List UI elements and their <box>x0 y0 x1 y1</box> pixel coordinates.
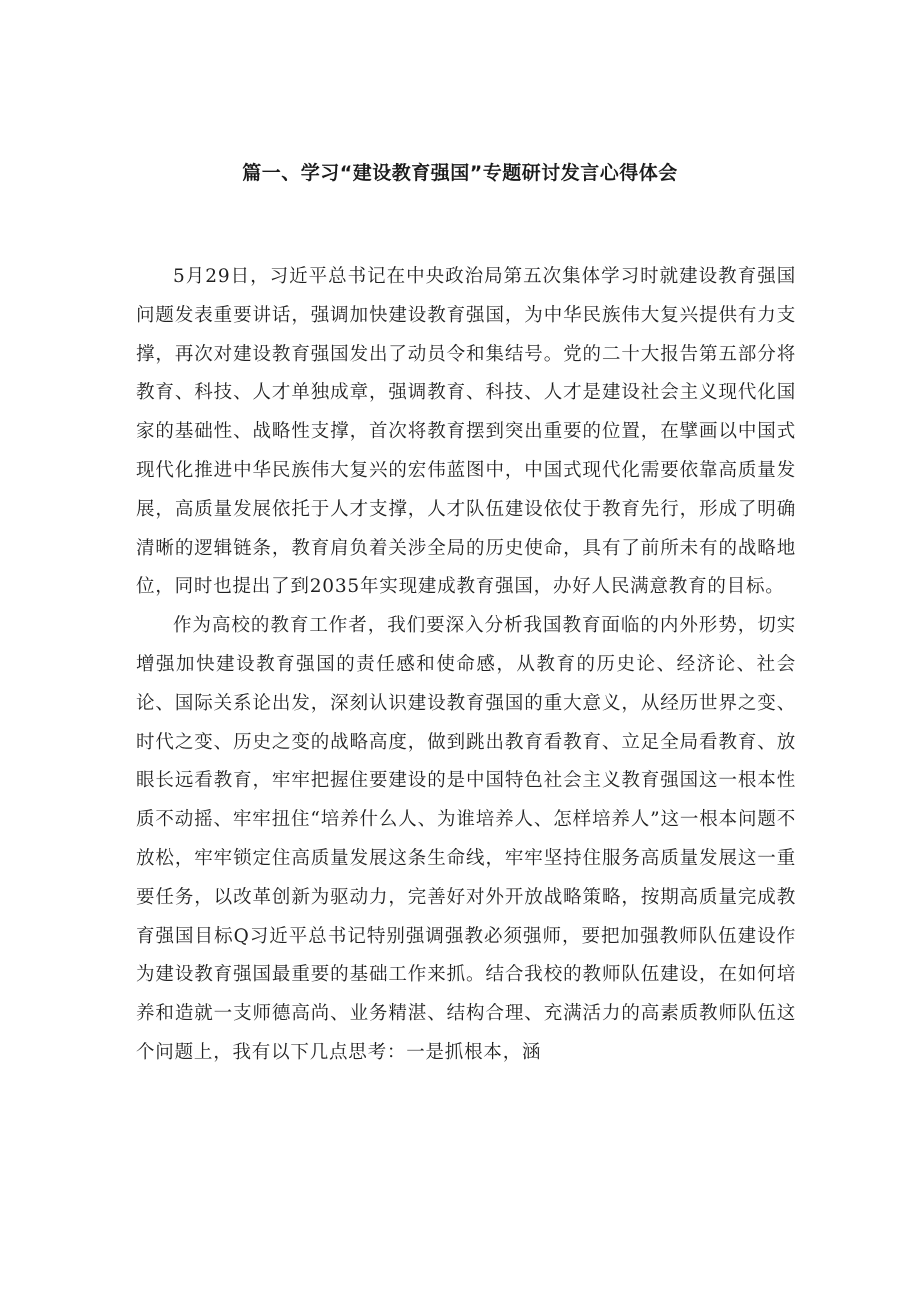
document-title: 篇一、学习“建设教育强国”专题研讨发言心得体会 <box>242 162 678 184</box>
document-body <box>136 258 796 1073</box>
paragraph: 作为高校的教育工作者，我们要深入分析我国教育面临的内外形势，切实增强加快建设教育强国的责任感和使命感，从教育的历史论、经济论、社会论、国际关系论出发，深刻认识建设教育强国的重大意义，从经历世界之变、时代之变、历史之变的战略高度，做到跳出教育看教育、立足全局看教育、放眼长远看教育，牢牢把握住要建设的是中国特色社会主义教育强国这一根本性质不动摇、牢牢扭住“培养什么人、为谁培养人、怎样培养人”这一根本问题不放松，牢牢锁定住高质量发展这条生命线，牢牢坚持住服务高质量发展这一重要任务，以改革创新为驱动力，完善好对外开放战略策略，按期高质量完成教育强国目标Q习近平总书记特别强调强教必须强师，要把加强教师队伍建设作为建设教育强国最重要的基础工作来抓。结合我校的教师队伍建设，在如何培养和造就一支师德高尚、业务精湛、结构合理、充满活力的高素质教师队伍这个问题上，我有以下几点思考：一是抓根本，涵 <box>136 615 796 1063</box>
paragraph: 5月29日，习近平总书记在中央政治局第五次集体学习时就建设教育强国问题发表重要讲话，强调加快建设教育强国，为中华民族伟大复兴提供有力支撑，再次对建设教育强国发出了动员令和集结号。党的二十大报告第五部分将教育、科技、人才单独成章，强调教育、科技、人才是建设社会主义现代化国家的基础性、战略性支撑，首次将教育摆到突出重要的位置，在擘画以中国式现代化推进中华民族伟大复兴的宏伟蓝图中，中国式现代化需要依靠高质量发展，高质量发展依托于人才支撑，人才队伍建设依仗于教育先行，形成了明确清晰的逻辑链条，教育肩负着关涉全局的历史使命，具有了前所未有的战略地位，同时也提出了到2035年实现建成教育强国，办好人民满意教育的目标。 <box>136 266 796 598</box>
